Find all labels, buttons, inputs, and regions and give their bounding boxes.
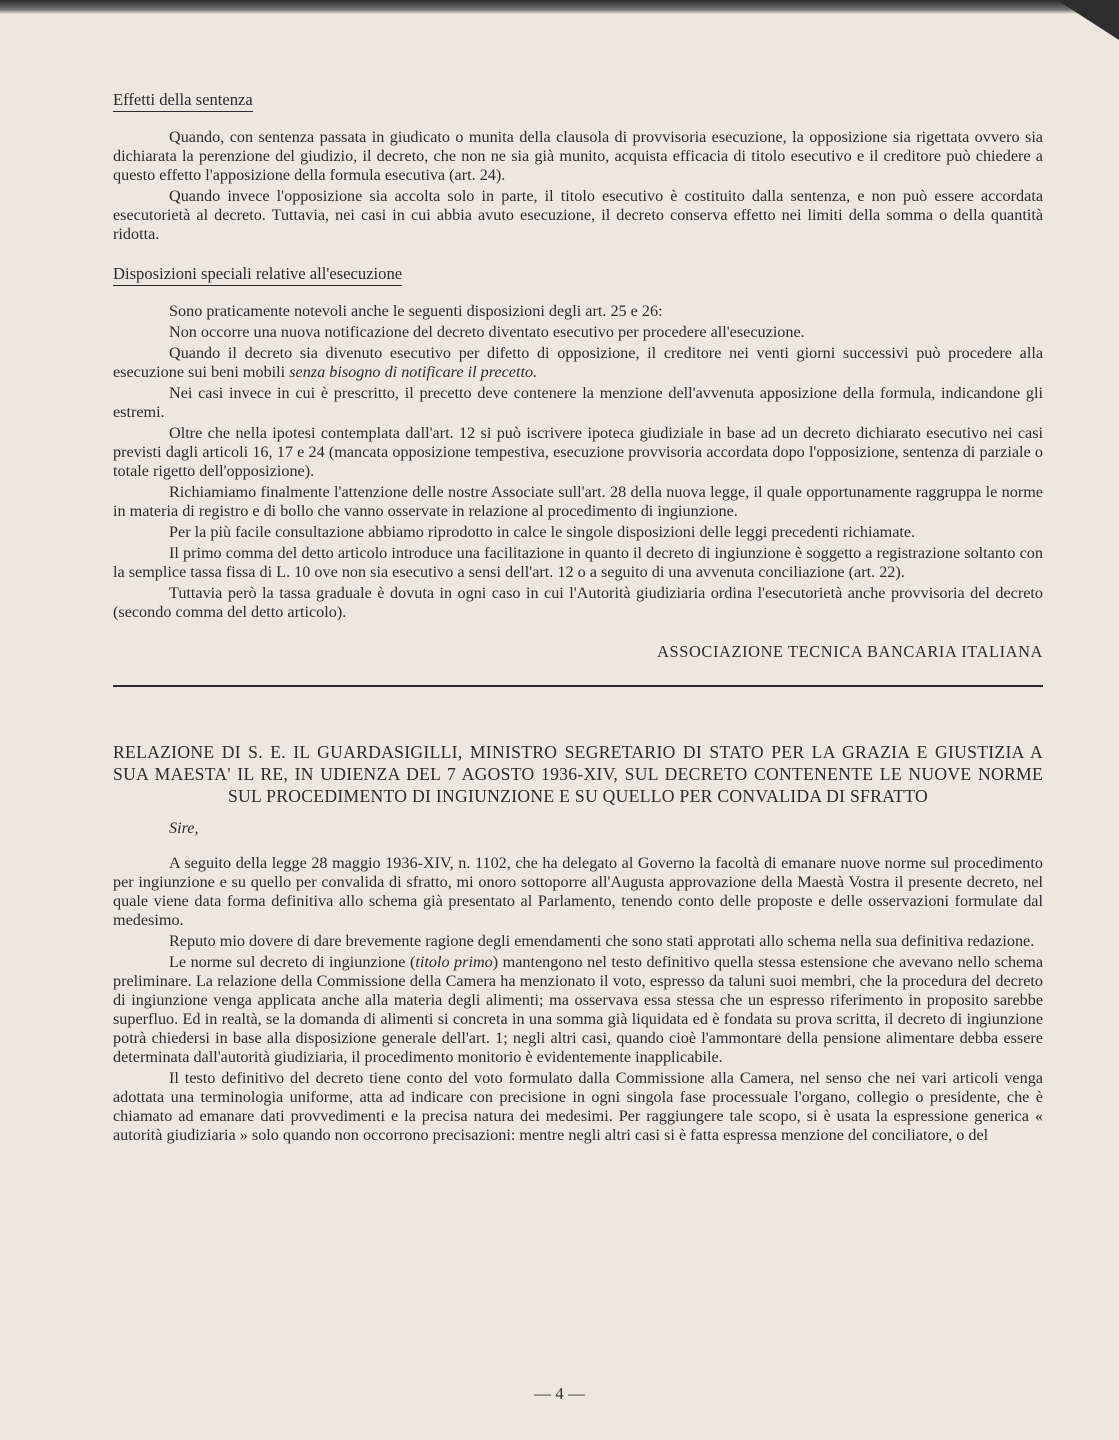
paragraph xyxy=(113,953,1043,1067)
paragraph: Non occorre una nuova notificazione del decreto diventato esecutivo per procedere all'esecuzione. xyxy=(169,323,805,341)
salutation: Sire, xyxy=(169,819,199,837)
paragraph: Nei casi invece in cui è prescritto, il precetto deve contenere la menzione dell'avvenuta apposizione della formula, indicandone gli estremi. xyxy=(113,384,1043,421)
paragraph: Quando, con sentenza passata in giudicato o munita della clausola di provvisoria esecuzione, la opposizione sia rigettata ovvero sia dichiarata la perenzione del giudizio, il decreto, che non ne sia già munito, acquista efficacia di titolo esecutivo e il creditore può chiedere a questo effetto l'apposizione della formula esecutiva (art. 24). xyxy=(113,128,1043,184)
scan-top-edge xyxy=(0,0,1119,14)
paragraph: Il testo definitivo del decreto tiene conto del voto formulato dalla Commissione alla Camera, nel senso che nei vari articoli venga adottata una terminologia uniforme, atta ad indicare con precisione in ogni singola fase processuale l'organo, collegio o presidente, che è chiamato ad emanare dati provvedimenti e la precisa natura dei medesimi. Per raggiungere tale scopo, si è usata la espressione generica « autorità giudiziaria » solo quando non occorrono precisazioni: mentre negli altri casi si è fatta espressa menzione del conciliatore, o del xyxy=(113,1069,1043,1144)
page-corner-fold xyxy=(1057,0,1119,40)
paragraph: Il primo comma del detto articolo introduce una facilitazione in quanto il decreto di ingiunzione è soggetto a registrazione soltanto con la semplice tassa fissa di L. 10 ove non sia esecutivo a sensi dell'art. 12 o a seguito di una avvenuta conciliazione (art. 22). xyxy=(113,544,1043,581)
paragraph: Richiamiamo finalmente l'attenzione delle nostre Associate sull'art. 28 della nuova legge, il quale opportunamente raggruppa le norme in materia di registro e di bollo che vanno osservate in relazione al procedimento di ingiunzione. xyxy=(113,483,1043,520)
paragraph: Quando invece l'opposizione sia accolta solo in parte, il titolo esecutivo è costituito dalla sentenza, e non può essere accordata esecutorietà al decreto. Tuttavia, nei casi in cui abbia avuto esecuzione, il decreto conserva effetto nei limiti della somma o della quantità ridotta. xyxy=(113,187,1043,243)
paragraph: Sono praticamente notevoli anche le seguenti disposizioni degli art. 25 e 26: xyxy=(169,302,663,320)
paragraph xyxy=(113,344,1043,382)
paragraph: Reputo mio dovere di dare brevemente ragione degli emendamenti che sono stati approtati allo schema nella sua definitiva redazione. xyxy=(169,932,1035,950)
page-number: — 4 — xyxy=(534,1384,585,1403)
section-heading-disposizioni: Disposizioni speciali relative all'esecuzione xyxy=(113,264,402,286)
signature: ASSOCIAZIONE TECNICA BANCARIA ITALIANA xyxy=(657,642,1043,661)
paragraph-italic: titolo primo xyxy=(415,953,493,971)
paragraph: A seguito della legge 28 maggio 1936-XIV, n. 1102, che ha delegato al Governo la facoltà di emanare nuove norme sul procedimento per ingiunzione e su quello per convalida di sfratto, mi onoro sottoporre all'Augusta approvazione della Maestà Vostra il presente decreto, nel quale viene data forma definitiva allo schema già presentato al Parlamento, tenendo conto delle proposte e delle osservazioni formulate dal medesimo. xyxy=(113,854,1043,929)
paragraph: Per la più facile consultazione abbiamo riprodotto in calce le singole disposizioni delle leggi precedenti richiamate. xyxy=(169,523,916,541)
paragraph-text: ) mantengono nel testo definitivo quella stessa estensione che avevano nello schema preliminare. La relazione della Commissione della Camera ha menzionato il voto, espresso da taluni suoi membri, che la procedura del decreto di ingiunzione venga applicata anche alla materia degli alimenti; ma osservava essa stessa che un espresso riferimento in proposito sarebbe superfluo. Ed in realtà, se la domanda di alimenti si concreta in una somma già liquidata ed è fondata su prova scritta, il decreto di ingiunzione potrà chiedersi in base alla disposizione generale dell'art. 1; negli altri casi, quando cioè l'ammontare della pensione alimentare debba essere determinata dall'autorità giudiziaria, il procedimento monitorio è evidentemente inapplicabile. xyxy=(113,953,1043,1066)
relazione-title: RELAZIONE DI S. E. IL GUARDASIGILLI, MINISTRO SEGRETARIO DI STATO PER LA GRAZIA E GIUSTIZIA A SUA MAESTA' IL RE, IN UDIENZA DEL 7 AGOSTO 1936-XIV, SUL DECRETO CONTENENTE LE NUOVE NORME SUL PROCEDIMENTO DI INGIUNZIONE E SU QUELLO PER CONVALIDA DI SFRATTO xyxy=(113,742,1043,806)
horizontal-rule xyxy=(113,685,1043,687)
paragraph: Oltre che nella ipotesi contemplata dall'art. 12 si può iscrivere ipoteca giudiziale in base ad un decreto dichiarato esecutivo nei casi previsti dagli articoli 16, 17 e 24 (mancata opposizione tempestiva, esecuzione provvisoria accordata dopo l'opposizione, sentenza di parziale o totale rigetto dell'opposizione). xyxy=(113,424,1043,480)
paragraph-text: Quando il decreto sia divenuto esecutivo per difetto di opposizione, il creditore nei venti giorni successivi può procedere alla esecuzione sui beni mobili xyxy=(113,344,1043,381)
page-content xyxy=(113,88,1043,1145)
paragraph: Tuttavia però la tassa graduale è dovuta in ogni caso in cui l'Autorità giudiziaria ordina l'esecutorietà anche provvisoria del decreto (secondo comma del detto articolo). xyxy=(113,584,1043,621)
paragraph-text: Le norme sul decreto di ingiunzione ( xyxy=(169,953,416,971)
section-heading-effetti: Effetti della sentenza xyxy=(113,90,253,112)
paragraph-italic: senza bisogno di notificare il precetto. xyxy=(289,363,538,381)
